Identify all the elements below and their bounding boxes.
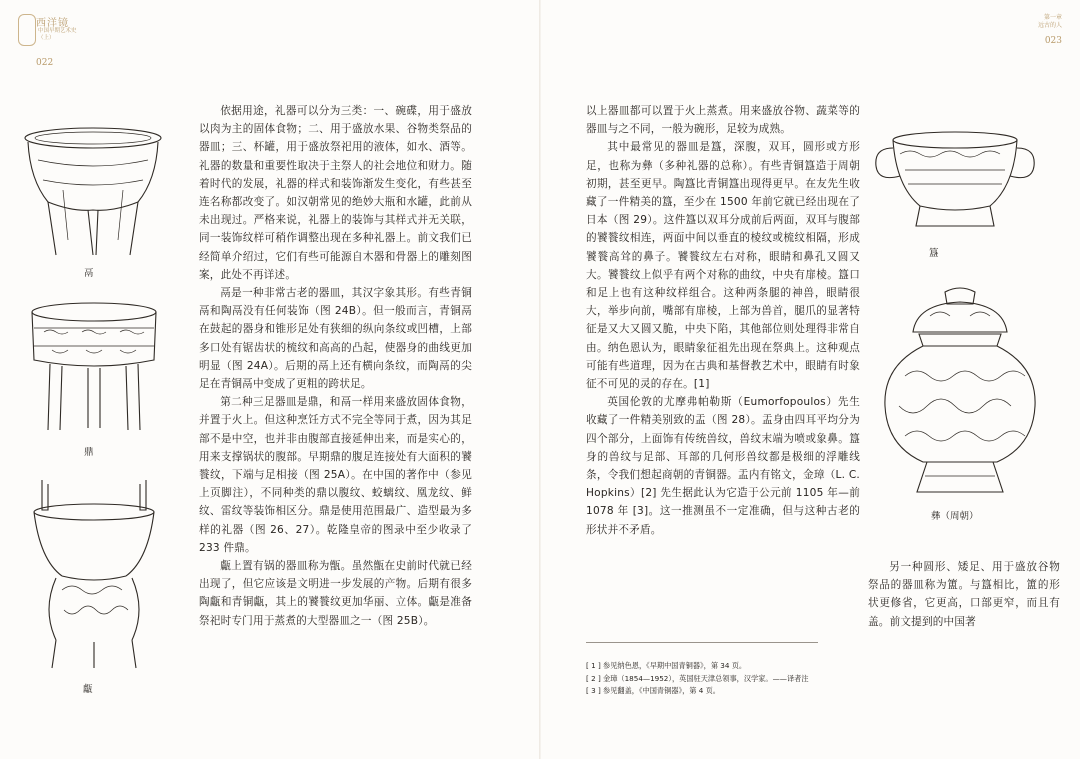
yan-vessel-illustration bbox=[22, 470, 167, 674]
left-page-body-text bbox=[199, 102, 472, 630]
paragraph: 以上器皿都可以置于火上蒸煮。用来盛放谷物、蔬菜等的器皿与之不同，一般为碗形，足较为成熟。 bbox=[586, 105, 860, 136]
li-vessel-illustration bbox=[18, 120, 168, 264]
ding-caption: 鼎 bbox=[84, 447, 94, 458]
left-page-number: 022 bbox=[36, 58, 54, 68]
right-running-header bbox=[1038, 14, 1062, 46]
book-subtitle: 中国早期艺术史（上） bbox=[38, 28, 77, 41]
book-title: 西洋镜 bbox=[36, 18, 69, 29]
yi-caption: 彝（周朝） bbox=[931, 511, 979, 522]
ding-vessel-illustration bbox=[22, 298, 167, 437]
right-page-number: 023 bbox=[1044, 36, 1062, 46]
paragraph: 英国伦敦的尤摩弗帕勒斯（Eumorfopoulos）先生收藏了一件精美别致的盂（图 28）。盂身由四耳平均分为四个部分，上面饰有传统兽纹，兽纹末端为喷或象鼻。簋身的兽纹与足部、耳部的几何形兽纹都是极细的浮雕线条，令我们想起商朝的青铜器。盂内有铭文，金璋（L. C. Hopkins）[2] 先生据此认为它造于公元前 1105 年—前 1078 年 [3]。这一推测虽不一定准确，但与这种古老的形状并不矛盾。 bbox=[586, 396, 860, 536]
footnote: [ 3 ] 参见翻盖，《中国青铜器》，第 4 页。 bbox=[586, 686, 720, 695]
right-page-side-text bbox=[868, 558, 1060, 631]
gui-vessel-illustration bbox=[870, 126, 1040, 240]
gui-caption: 簋 bbox=[929, 248, 939, 259]
left-running-header bbox=[16, 14, 77, 68]
paragraph: 其中最常见的器皿是簋，深腹，双耳，圆形或方形足，也称为彝（多种礼器的总称）。有些青铜簋造于周朝初期，甚至更早。陶簋比青铜簋出现得更早。在友先生收藏了一件精美的簋，至少在 1500 年前它就已经出现在了日本（图 29）。这件簋以双耳分成前后两面，双耳与腹部的饕餮纹相连，两面中间以垂直的棱纹或梳纹相隔，形成饕餮高耸的鼻子。饕餮纹左右对称，眼睛和鼻孔又圆又大。饕餮纹上似乎有两个对称的曲纹，中央有扉棱。簋口和足上也有这种纹样组合。这种两条腿的神兽，眼睛很大，举步向前，嘴部有扉棱，上部为兽首，腿爪的显著特征是又大又圆又脆，中央下陷，其他部位则处理得非常自由。纳色恩认为，眼睛象征祖先出现在祭典上。这种观点可能有些道理，因为在古典和基督教艺术中，眼睛有时象征不可见的灵的存在。[1] bbox=[586, 141, 860, 391]
yi-vessel-illustration bbox=[875, 286, 1045, 500]
yan-caption: 甗 bbox=[83, 684, 93, 695]
chapter-label: 第一章 bbox=[1043, 14, 1062, 21]
paragraph: 鬲是一种非常古老的器皿，其汉字象其形。有些青铜鬲和陶鬲没有任何装饰（图 24B）。但一般而言，青铜鬲在鼓起的器身和锥形足处有狭细的纵向条纹或凹槽，上部多口处有锯齿状的梳纹和高高的凸起，使器身的曲线更加明显（图 24A）。后期的鬲上还有横向条纹，而陶鬲的尖足在青铜鬲中变成了更粗的跨状足。 bbox=[199, 287, 472, 391]
paragraph: 依据用途，礼器可以分为三类：一、碗碟，用于盛放以肉为主的固体食物；二、用于盛放水果、谷物类祭品的器皿；三、杯罐，用于盛放祭祀用的液体，如水、酒等。礼器的数量和重要性取决于主祭人的社会地位和财力。随着时代的发展，礼器的样式和装饰渐发生变化，有些甚至连名称都改变了。如汉朝常见的绝妙大瓶和水罐，此前从未出现过。严格来说，礼器上的装饰与其样式并无关联，同一装饰纹样可稍作调整出现在多种礼器上。前文我们已经简单介绍过，它们有些可能源自木器和骨器上的雕刻图案，此处不再详述。 bbox=[199, 105, 472, 281]
section-label: 远古的人 bbox=[1037, 22, 1062, 29]
li-caption: 鬲 bbox=[84, 268, 94, 279]
footnote: [ 2 ] 金璋（1854—1952），英国驻天津总领事，汉学家。——译者注 bbox=[586, 673, 809, 683]
right-page-body-text bbox=[586, 102, 860, 539]
page-gutter bbox=[539, 0, 541, 759]
publisher-logo-icon bbox=[18, 14, 36, 46]
paragraph: 甗上置有锅的器皿称为甑。虽然甑在史前时代就已经出现了，但它应该是文明进一步发展的产物。后期有很多陶甗和青铜甗，其上的饕餮纹更加华丽、立体。甗是准备祭祀时专门用于蒸煮的大型器皿之一（图 25B）。 bbox=[199, 560, 472, 627]
footnotes bbox=[586, 660, 886, 698]
footnote: [ 1 ] 参见纳色恩，《早期中国青铜器》，第 34 页。 bbox=[586, 661, 747, 670]
paragraph: 第二种三足器皿是鼎，和鬲一样用来盛放固体食物，并置于火上。但这种烹饪方式不完全等同于煮，因为其足部不是中空，也并非由腹部直接延伸出来，而是实心的，用来支撑锅状的腹部。早期鼎的腹足连接处有大面积的饕餮纹，下端与足相接（图 25A）。在中国的著作中（参见上页脚注），不同种类的鼎以腹纹、蛟螭纹、凰龙纹、鲜纹、雷纹等装饰相区分。鼎是使用范围最广、造型最为多样的礼器（图 26、27）。乾隆皇帝的图录中至少收录了 233 件鼎。 bbox=[199, 396, 472, 554]
footnote-divider bbox=[586, 642, 818, 643]
paragraph: 另一种圆形、矮足、用于盛放谷物祭品的器皿称为簠。与簋相比，簠的形状更修省，它更高，口部更窄，而且有盖。前文提到的中国著 bbox=[868, 561, 1060, 628]
